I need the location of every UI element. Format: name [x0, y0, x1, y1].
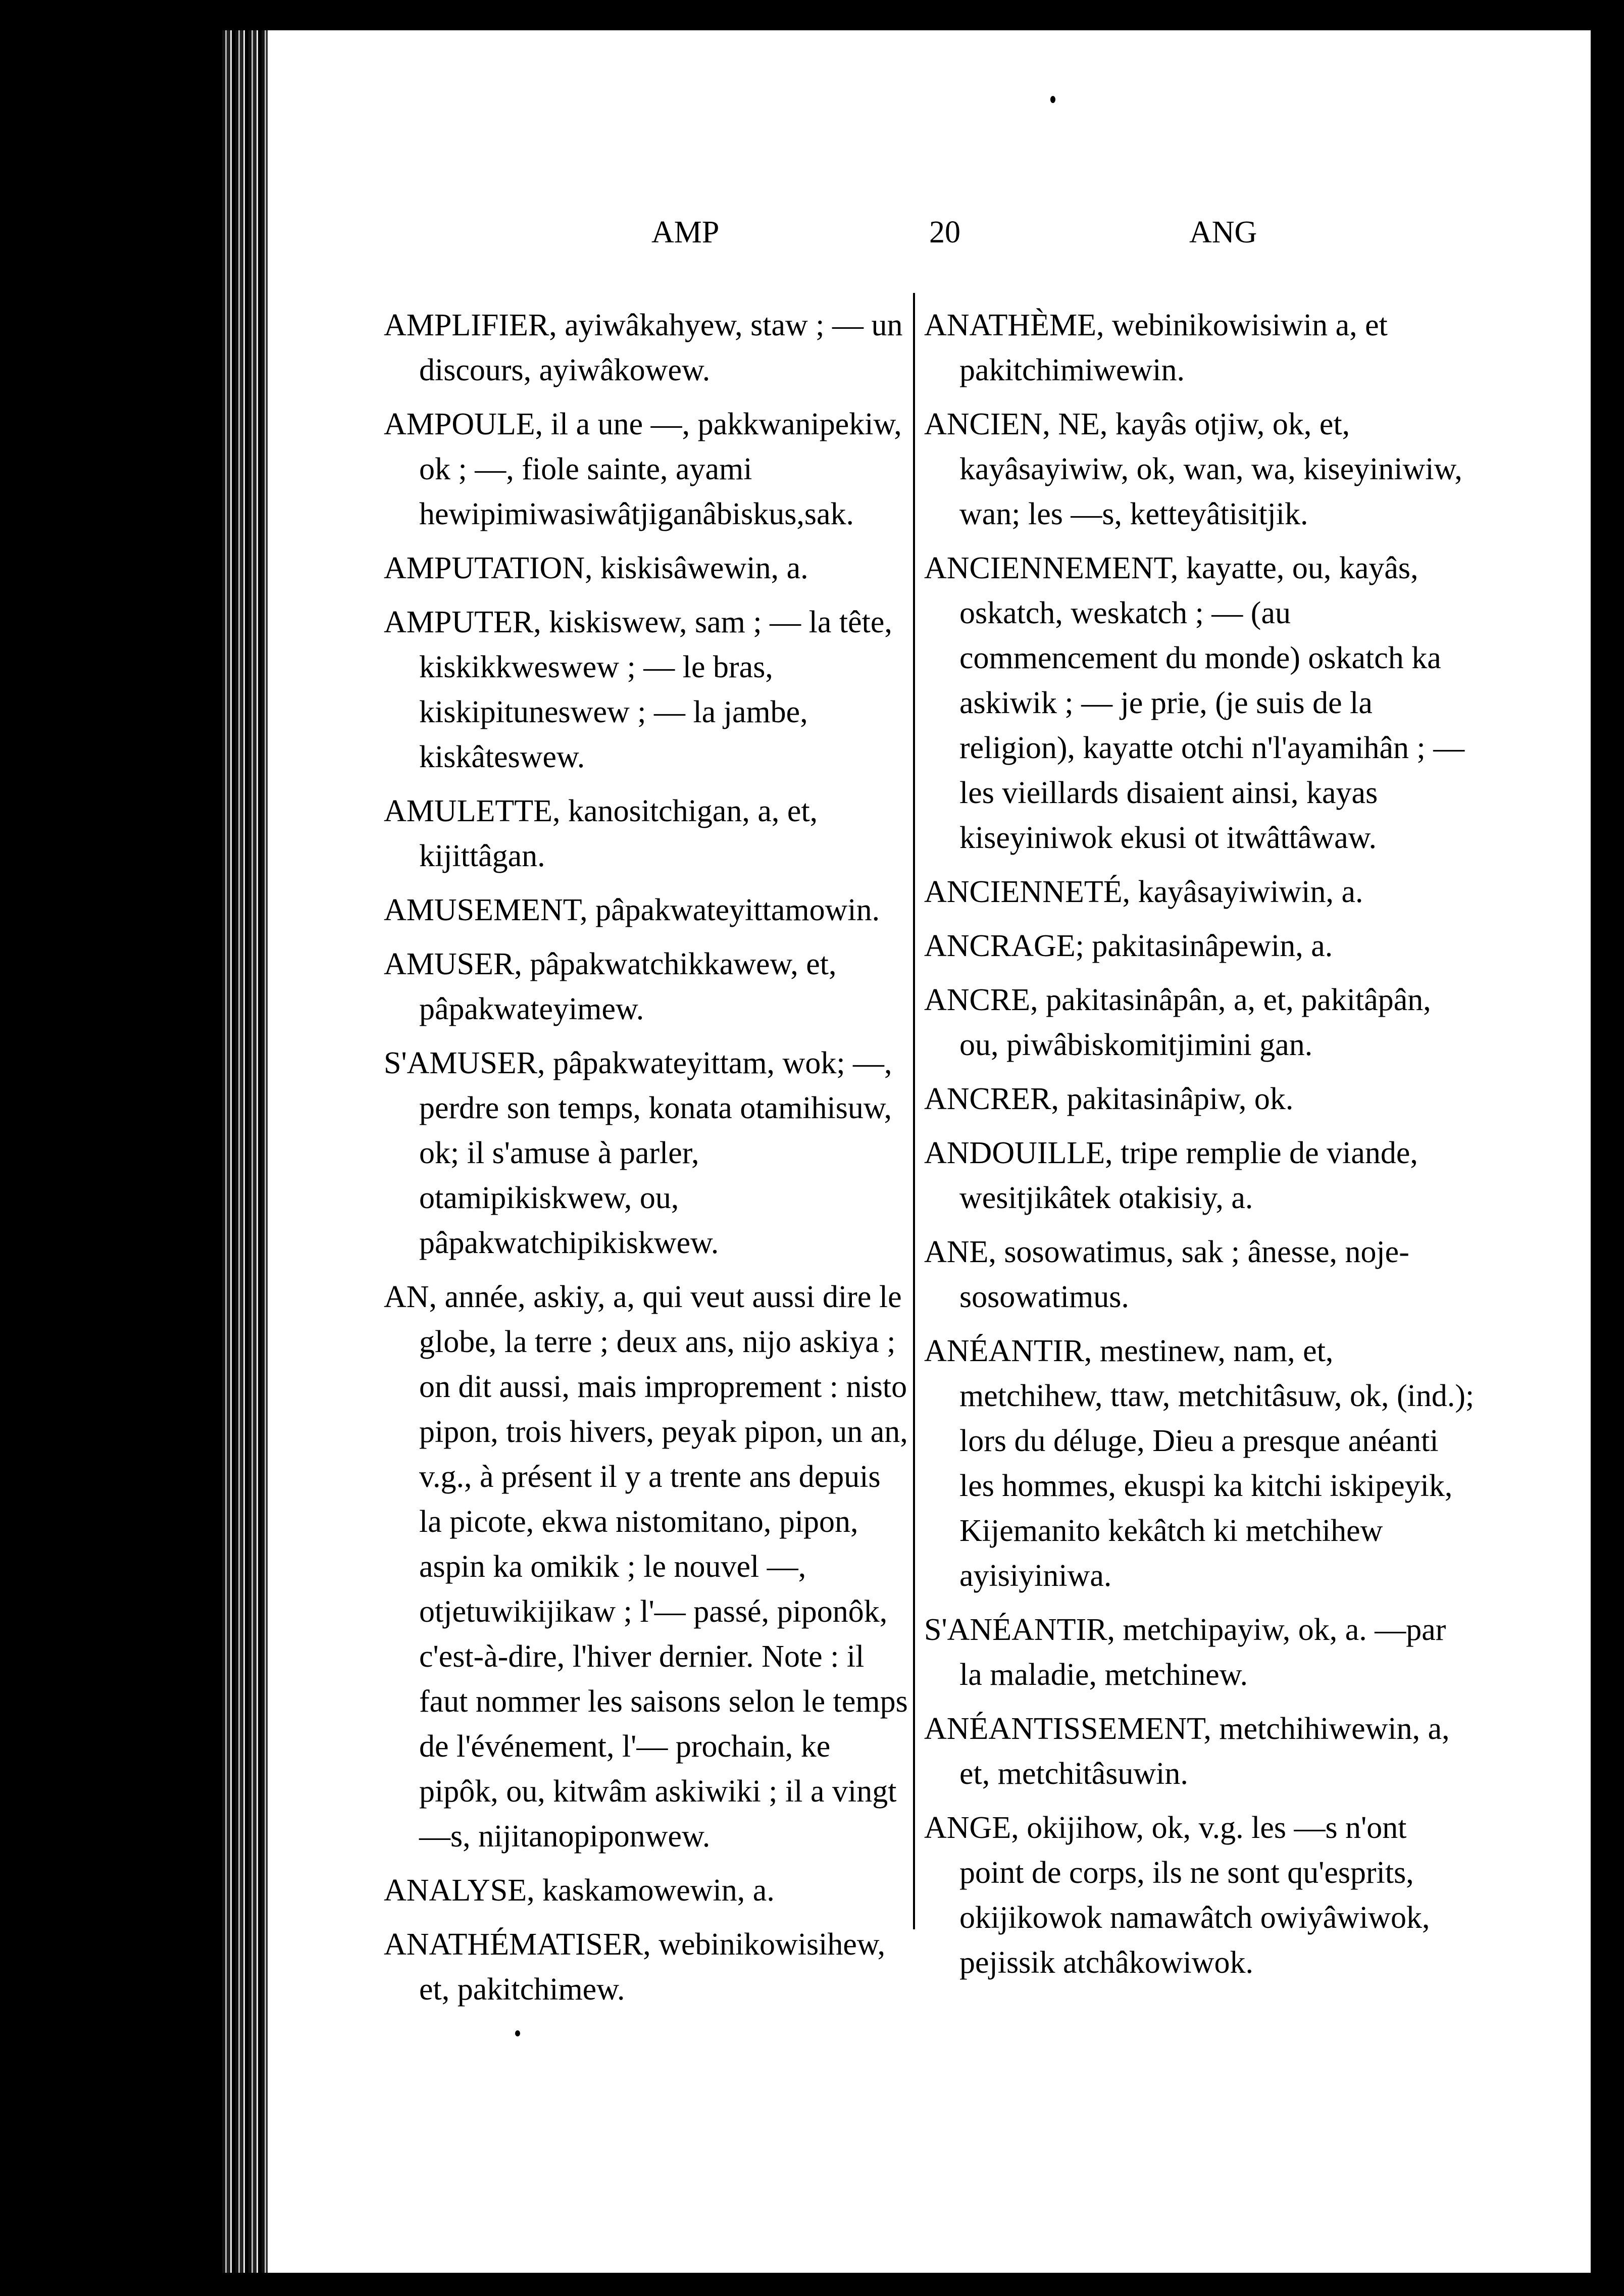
entry-definition: sosowatimus, sak ; ânesse, noje-sosowatimus. — [959, 1235, 1409, 1314]
entry-definition: pâpakwateyittamowin. — [587, 893, 880, 927]
dictionary-entry — [924, 1131, 1475, 1221]
entry-headword: ANALYSE, — [384, 1873, 535, 1908]
dictionary-entry — [384, 942, 909, 1032]
right-column — [924, 303, 1475, 1994]
entry-headword: S'ANÉANTIR, — [924, 1613, 1115, 1647]
entry-definition: kiskiswew, sam ; — la tête, kiskikkweswew ; — le bras, kiskipituneswew ; — la jambe, kiskâteswew. — [419, 605, 892, 774]
dictionary-entry — [384, 1868, 909, 1913]
entry-definition: pâpakwateyittam, wok; —, perdre son temps, konata otamihisuw, ok; il s'amuse à parler, otamipikiskwew, ou, pâpakwatchipikiskwew. — [419, 1046, 892, 1260]
entry-headword: AMUSER, — [384, 947, 522, 981]
entry-headword: ANCIEN, NE, — [924, 407, 1108, 441]
entry-headword: ANATHÉMATISER, — [384, 1927, 651, 1962]
entry-definition: webinikowisihew, et, pakitchimew. — [419, 1927, 886, 2007]
entry-headword: ANÉANTISSEMENT, — [924, 1712, 1211, 1746]
print-speck — [1050, 96, 1055, 103]
entry-headword: AMPOULE, — [384, 407, 543, 441]
dictionary-entry — [384, 546, 909, 591]
dictionary-page — [222, 30, 1591, 2273]
entry-definition: ayiwâkahyew, staw ; — un discours, ayiwâkowew. — [419, 308, 903, 387]
dictionary-entry — [384, 1922, 909, 2012]
header-right-guide-word: ANG — [1189, 215, 1257, 249]
page-number: 20 — [929, 215, 960, 249]
entry-definition: pakitasinâpiw, ok. — [1058, 1082, 1294, 1116]
dictionary-entry — [384, 303, 909, 393]
entry-headword: AMPUTATION, — [384, 551, 593, 585]
entry-definition: webinikowisiwin a, et pakitchimiwewin. — [959, 308, 1388, 387]
dictionary-entry — [924, 1329, 1475, 1599]
entry-headword: S'AMUSER, — [384, 1046, 545, 1080]
dictionary-entry — [924, 870, 1475, 915]
book-gutter — [222, 30, 268, 2273]
dictionary-entry — [924, 1230, 1475, 1320]
left-column — [384, 303, 909, 2021]
entry-headword: AN, — [384, 1280, 437, 1314]
dictionary-entry — [924, 978, 1475, 1068]
entry-headword: ANCRER, — [924, 1082, 1059, 1116]
dictionary-entry — [924, 1806, 1475, 1985]
entry-headword: ANCIENNETÉ, — [924, 875, 1131, 909]
dictionary-entry — [924, 546, 1475, 861]
entry-definition: kiskisâwewin, a. — [592, 551, 808, 585]
dictionary-entry — [924, 1077, 1475, 1122]
entry-definition: kayatte, ou, kayâs, oskatch, weskatch ; — (au commencement du monde) oskatch ka askiwik ; — je prie, (je suis de la religion), kayatte otchi n'l'ayamihân ; — les vieillards disaient ainsi, kayas kiseyiniwok ekusi ot itwâttâwaw. — [959, 551, 1465, 855]
entry-definition: metchipayiw, ok, a. —par la maladie, metchinew. — [959, 1613, 1446, 1692]
column-divider — [913, 293, 915, 1929]
entry-definition: tripe remplie de viande, wesitjikâtek otakisiy, a. — [959, 1136, 1418, 1215]
entry-headword: ANE, — [924, 1235, 996, 1269]
dictionary-entry — [384, 600, 909, 780]
entry-definition: mestinew, nam, et, metchihew, ttaw, metchitâsuw, ok, (ind.); lors du déluge, Dieu a presque anéanti les hommes, ekuspi ka kitchi iskipeyik, Kijemanito kekâtch ki metchihew ayisiyiniwa. — [959, 1334, 1475, 1593]
entry-headword: ANCRAGE; — [924, 929, 1084, 963]
entry-headword: ANGE, — [924, 1811, 1019, 1845]
header-left-guide-word: AMP — [651, 215, 720, 249]
entry-definition: pakitasinâpân, a, et, pakitâpân, ou, piwâbiskomitjimini gan. — [959, 983, 1431, 1062]
dictionary-entry — [384, 888, 909, 933]
entry-headword: ANCRE, — [924, 983, 1038, 1017]
entry-definition: metchihiwewin, a, et, metchitâsuwin. — [959, 1712, 1450, 1791]
entry-definition: kayâs otjiw, ok, et, kayâsayiwiw, ok, wan, wa, kiseyiniwiw, wan; les —s, ketteyâtisitjik. — [959, 407, 1462, 531]
entry-headword: AMULETTE, — [384, 794, 561, 828]
entry-headword: ANCIENNEMENT, — [924, 551, 1179, 585]
entry-definition: pakitasinâpewin, a. — [1084, 929, 1333, 963]
entry-headword: AMPUTER, — [384, 605, 541, 639]
entry-definition: année, askiy, a, qui veut aussi dire le globe, la terre ; deux ans, nijo askiya ; on dit aussi, mais improprement : nisto pipon, trois hivers, peyak pipon, un an, v.g., à présent il y a trente ans depuis la picote, ekwa nistomitano, pipon, aspin ka omikik ; le nouvel —, otjetuwikijikaw ; l'— passé, piponôk, c'est-à-dire, l'hiver dernier. Note : il faut nommer les saisons selon le temps de l'événement, l'— prochain, ke pipôk, ou, kitwâm askiwiki ; il a vingt —s, nijitanopiponwew. — [419, 1280, 908, 1854]
entry-headword: ANDOUILLE, — [924, 1136, 1113, 1170]
entry-definition: kaskamowewin, a. — [534, 1873, 775, 1908]
dictionary-entry — [924, 1707, 1475, 1796]
entry-headword: AMPLIFIER, — [384, 308, 557, 342]
print-speck — [515, 2030, 520, 2036]
entry-definition: kayâsayiwiwin, a. — [1130, 875, 1363, 909]
dictionary-entry — [384, 1275, 909, 1859]
dictionary-entry — [384, 1041, 909, 1266]
entry-headword: ANATHÈME, — [924, 308, 1104, 342]
dictionary-entry — [924, 924, 1475, 969]
entry-definition: pâpakwatchikkawew, et, pâpakwateyimew. — [419, 947, 837, 1026]
dictionary-entry — [924, 303, 1475, 393]
dictionary-entry — [384, 402, 909, 537]
dictionary-entry — [384, 789, 909, 879]
entry-definition: il a une —, pakkwanipekiw, ok ; —, fiole sainte, ayami hewipimiwasiwâtjiganâbiskus,sak. — [419, 407, 902, 531]
entry-definition: kanositchigan, a, et, kijittâgan. — [419, 794, 818, 873]
dictionary-entry — [924, 402, 1475, 537]
dictionary-entry — [924, 1608, 1475, 1698]
entry-definition: okijihow, ok, v.g. les —s n'ont point de corps, ils ne sont qu'esprits, okijikowok namawâtch owiyâwiwok, pejissik atchâkowiwok. — [959, 1811, 1430, 1980]
entry-headword: ANÉANTIR, — [924, 1334, 1092, 1368]
entry-headword: AMUSEMENT, — [384, 893, 588, 927]
